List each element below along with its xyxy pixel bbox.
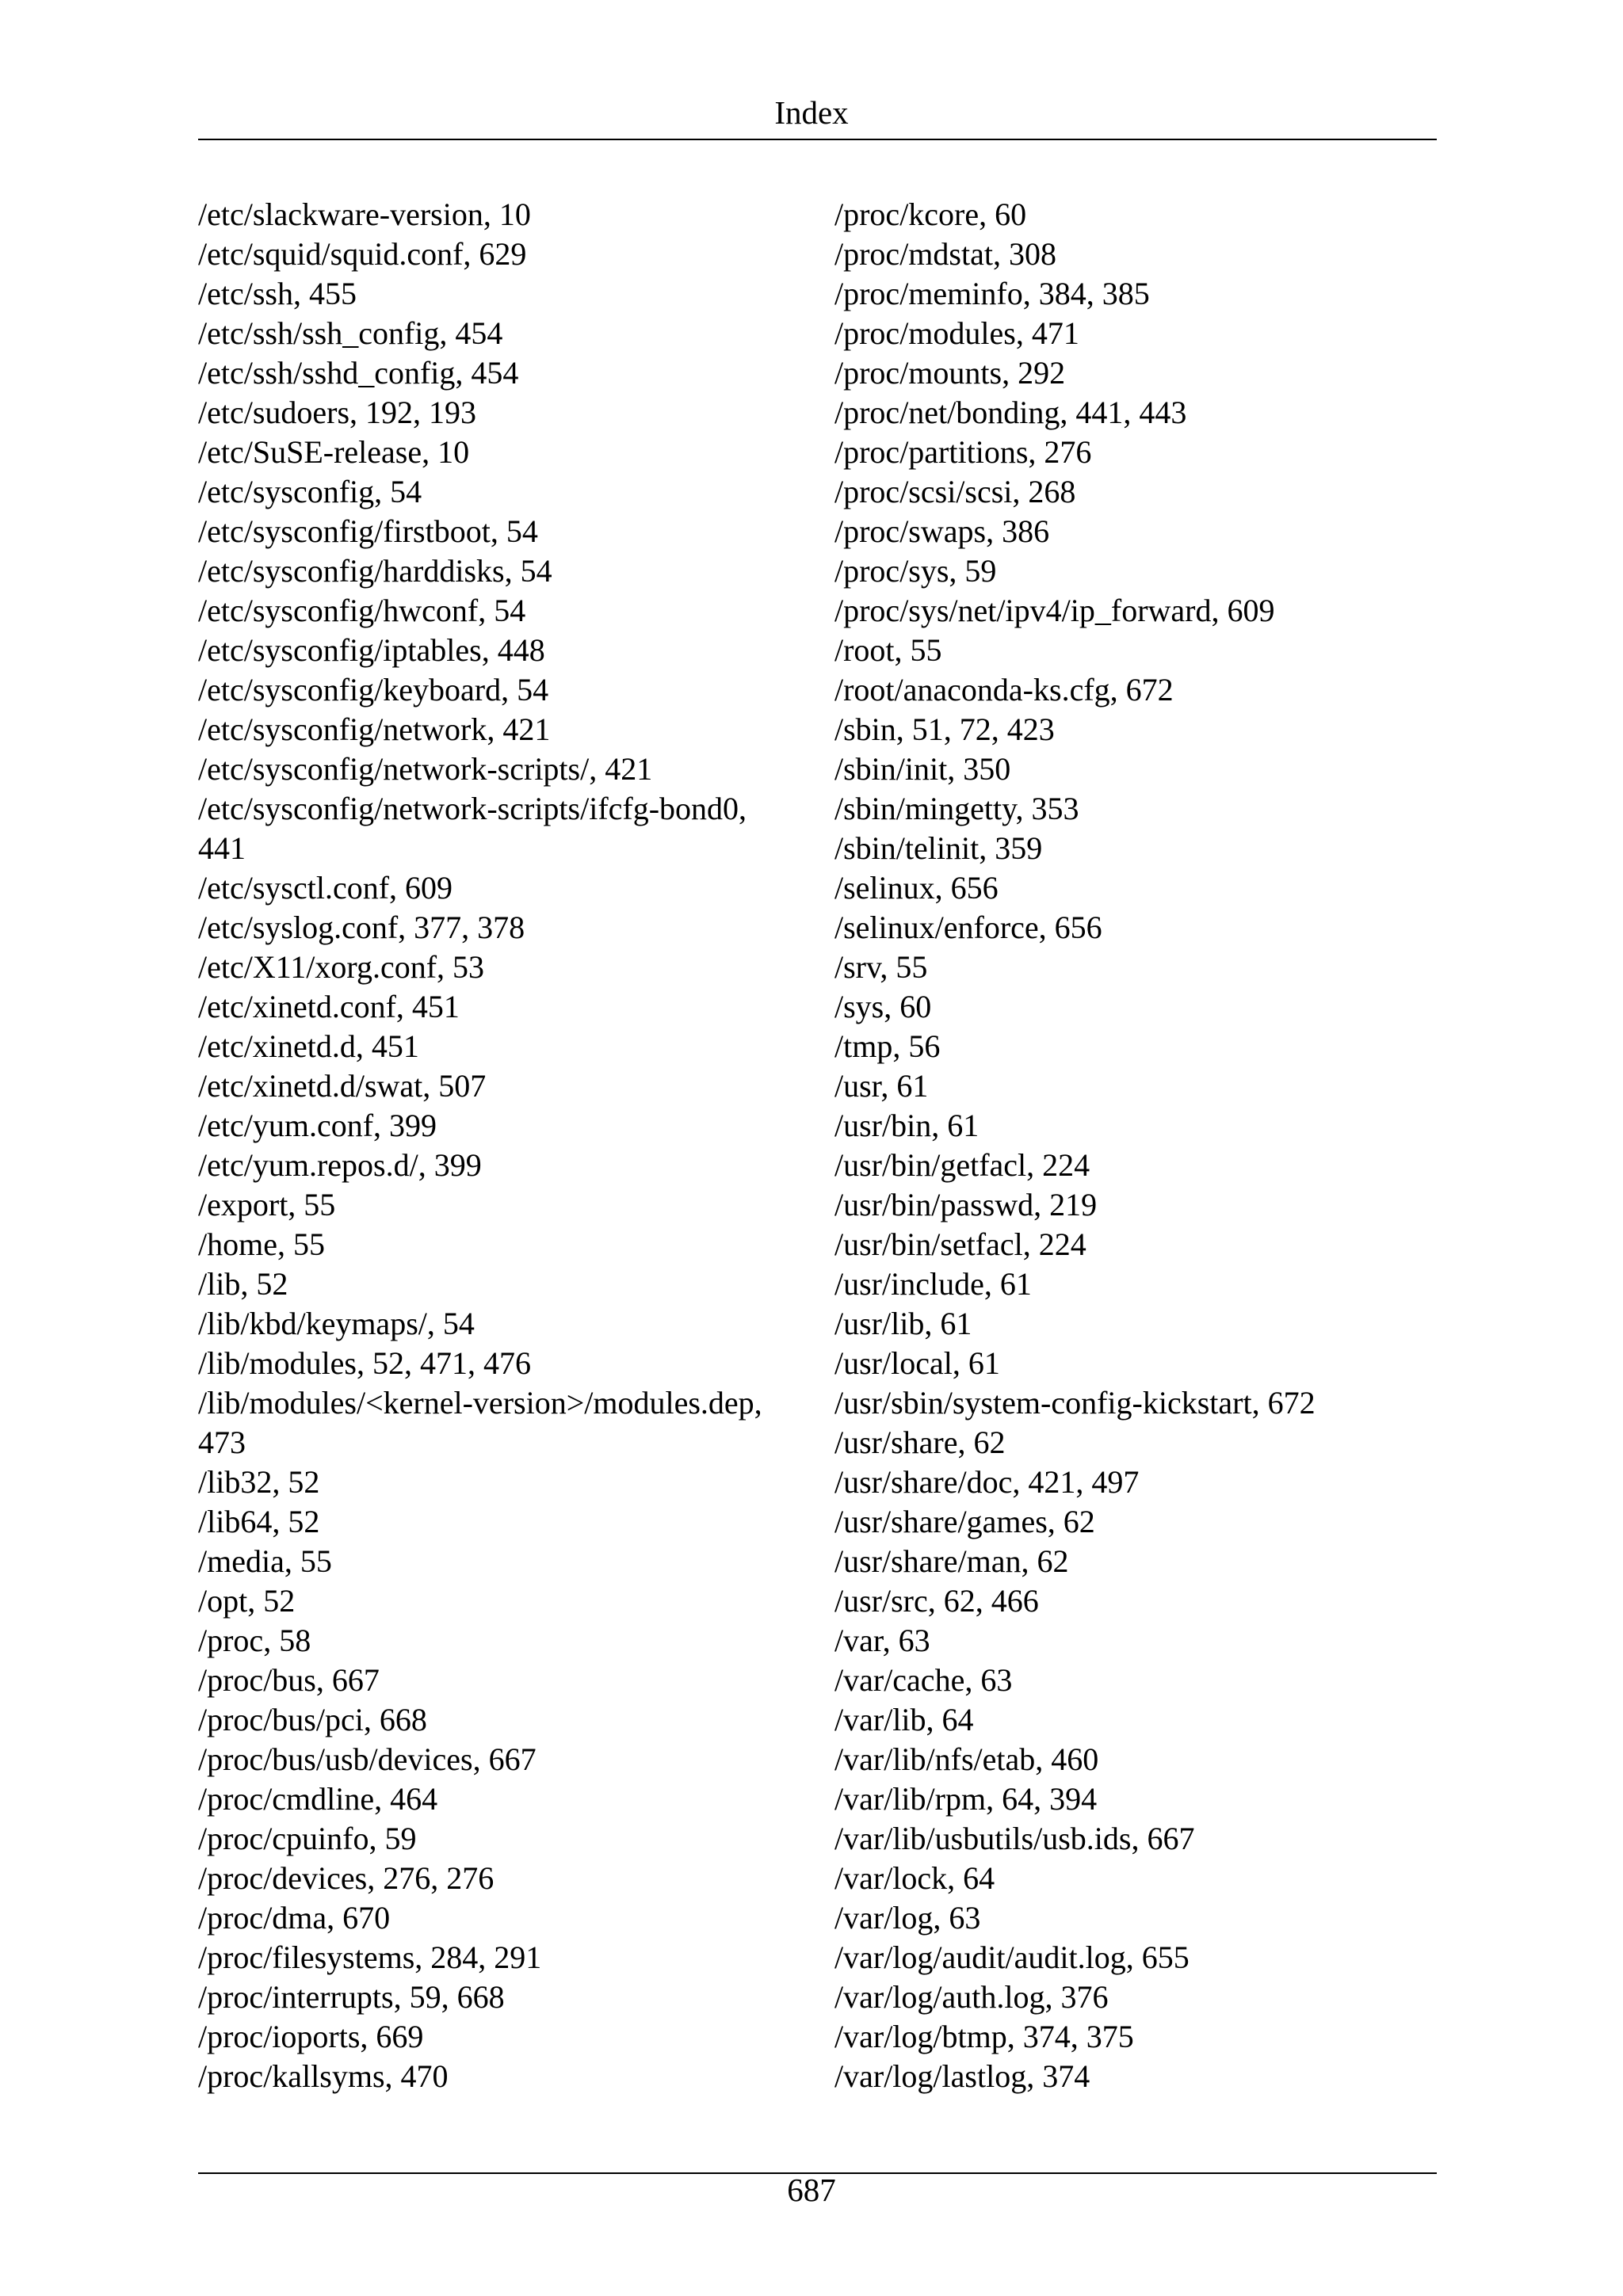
index-entry: /var/log/btmp, 374, 375 <box>834 2019 1134 2054</box>
index-entry: /proc/scsi/scsi, 268 <box>834 474 1076 509</box>
index-entry: /etc/yum.repos.d/, 399 <box>198 1147 482 1183</box>
index-entry: /proc/sys, 59 <box>834 553 997 589</box>
index-entry: /etc/sysconfig/network, 421 <box>198 711 551 747</box>
index-entry: /opt, 52 <box>198 1583 296 1619</box>
index-entry: /etc/X11/xorg.conf, 53 <box>198 949 485 985</box>
index-entry: /etc/sysconfig/firstboot, 54 <box>198 513 538 549</box>
index-entry: /var/lib, 64 <box>834 1702 974 1737</box>
index-entry: /usr/src, 62, 466 <box>834 1583 1039 1619</box>
index-entry: /proc/bus/pci, 668 <box>198 1702 427 1737</box>
index-column-left <box>198 195 800 2096</box>
index-entry: /proc/interrupts, 59, 668 <box>198 1979 505 2015</box>
index-entry: /proc/net/bonding, 441, 443 <box>834 395 1187 430</box>
index-entry: /var/lib/usbutils/usb.ids, 667 <box>834 1821 1195 1856</box>
index-entry: /lib/kbd/keymaps/, 54 <box>198 1306 475 1341</box>
index-entry: /proc/ioports, 669 <box>198 2019 424 2054</box>
index-entry: /etc/sysconfig/network-scripts/ifcfg-bond0, <box>198 791 747 826</box>
index-entry: /var, 63 <box>834 1623 930 1658</box>
index-entry: /var/lib/rpm, 64, 394 <box>834 1781 1098 1817</box>
index-entry: /etc/squid/squid.conf, 629 <box>198 236 527 272</box>
index-entry: /selinux, 656 <box>834 870 999 906</box>
index-entry: /usr/share/man, 62 <box>834 1543 1069 1579</box>
index-entry: /etc/yum.conf, 399 <box>198 1108 437 1143</box>
index-entry: /var/log/lastlog, 374 <box>834 2058 1090 2094</box>
index-entry: /etc/ssh/sshd_config, 454 <box>198 355 519 391</box>
index-entry: /selinux/enforce, 656 <box>834 910 1102 945</box>
index-entry: /etc/sysconfig/hwconf, 54 <box>198 593 526 628</box>
index-entry: /var/log/audit/audit.log, 655 <box>834 1939 1190 1975</box>
index-entry: /etc/sysconfig/iptables, 448 <box>198 632 545 668</box>
index-entry: /usr/share/games, 62 <box>834 1504 1095 1539</box>
index-entry: /usr/lib, 61 <box>834 1306 972 1341</box>
index-entry: /usr/share, 62 <box>834 1425 1006 1460</box>
index-entry: /lib/modules/<kernel-version>/modules.dep, <box>198 1385 762 1421</box>
index-entry: /etc/sysctl.conf, 609 <box>198 870 453 906</box>
index-entry: /proc/kallsyms, 470 <box>198 2058 449 2094</box>
index-entry: /usr/bin, 61 <box>834 1108 980 1143</box>
index-entry: /etc/syslog.conf, 377, 378 <box>198 910 525 945</box>
index-entry: /proc/mdstat, 308 <box>834 236 1056 272</box>
index-entry: /etc/SuSE-release, 10 <box>198 434 470 470</box>
index-entry: /media, 55 <box>198 1543 332 1579</box>
index-entry: /sbin/mingetty, 353 <box>834 791 1079 826</box>
index-entry: /usr/bin/passwd, 219 <box>834 1187 1098 1222</box>
index-entry: /tmp, 56 <box>834 1028 941 1064</box>
index-entry: /root, 55 <box>834 632 942 668</box>
index-entry: /proc/sys/net/ipv4/ip_forward, 609 <box>834 593 1275 628</box>
index-entry: /var/log, 63 <box>834 1900 981 1936</box>
index-entry: /root/anaconda-ks.cfg, 672 <box>834 672 1174 707</box>
index-entry: /proc/devices, 276, 276 <box>198 1860 495 1896</box>
index-entry: /sbin/telinit, 359 <box>834 830 1043 866</box>
index-entry: /usr, 61 <box>834 1068 929 1104</box>
index-entry: /var/log/auth.log, 376 <box>834 1979 1109 2015</box>
index-entry: /home, 55 <box>198 1226 325 1262</box>
index-entry: /usr/bin/setfacl, 224 <box>834 1226 1086 1262</box>
index-entry: /lib, 52 <box>198 1266 288 1302</box>
index-entry: /proc/kcore, 60 <box>834 196 1027 232</box>
index-entry: /lib/modules, 52, 471, 476 <box>198 1345 531 1381</box>
index-entry: /etc/sysconfig/network-scripts/, 421 <box>198 751 653 787</box>
index-entry: /proc/swaps, 386 <box>834 513 1050 549</box>
index-entry: /proc, 58 <box>198 1623 311 1658</box>
index-entry: 473 <box>198 1425 246 1460</box>
index-entry: 441 <box>198 830 246 866</box>
index-entry: /etc/ssh, 455 <box>198 276 357 311</box>
index-entry: /usr/sbin/system-config-kickstart, 672 <box>834 1385 1316 1421</box>
index-entry: /lib64, 52 <box>198 1504 320 1539</box>
index-entry: /usr/include, 61 <box>834 1266 1032 1302</box>
index-entry: /export, 55 <box>198 1187 336 1222</box>
index-entry: /etc/sysconfig/harddisks, 54 <box>198 553 552 589</box>
index-entry: /srv, 55 <box>834 949 928 985</box>
index-entry: /proc/filesystems, 284, 291 <box>198 1939 542 1975</box>
index-entry: /usr/bin/getfacl, 224 <box>834 1147 1090 1183</box>
index-entry: /etc/sysconfig, 54 <box>198 474 422 509</box>
index-entry: /proc/bus, 667 <box>198 1662 380 1698</box>
index-entry: /etc/xinetd.d/swat, 507 <box>198 1068 487 1104</box>
index-entry: /proc/partitions, 276 <box>834 434 1092 470</box>
index-entry: /usr/share/doc, 421, 497 <box>834 1464 1140 1500</box>
index-column-right <box>834 195 1461 2096</box>
index-entry: /var/cache, 63 <box>834 1662 1013 1698</box>
index-entry: /lib32, 52 <box>198 1464 320 1500</box>
index-entry: /usr/local, 61 <box>834 1345 1000 1381</box>
index-entry: /proc/cpuinfo, 59 <box>198 1821 417 1856</box>
index-entry: /etc/xinetd.conf, 451 <box>198 989 460 1024</box>
index-entry: /proc/modules, 471 <box>834 315 1079 351</box>
page-header-title: Index <box>774 94 849 131</box>
index-entry: /proc/mounts, 292 <box>834 355 1066 391</box>
index-entry: /etc/xinetd.d, 451 <box>198 1028 419 1064</box>
index-entry: /etc/ssh/ssh_config, 454 <box>198 315 503 351</box>
index-entry: /proc/bus/usb/devices, 667 <box>198 1741 537 1777</box>
index-entry: /proc/meminfo, 384, 385 <box>834 276 1150 311</box>
index-entry: /var/lock, 64 <box>834 1860 995 1896</box>
index-entry: /sys, 60 <box>834 989 932 1024</box>
index-entry: /proc/dma, 670 <box>198 1900 391 1936</box>
index-entry: /sbin, 51, 72, 423 <box>834 711 1055 747</box>
index-entry: /etc/slackware-version, 10 <box>198 196 531 232</box>
header-rule <box>198 139 1437 140</box>
index-entry: /proc/cmdline, 464 <box>198 1781 438 1817</box>
index-entry: /var/lib/nfs/etab, 460 <box>834 1741 1099 1777</box>
index-entry: /etc/sysconfig/keyboard, 54 <box>198 672 549 707</box>
index-entry: /etc/sudoers, 192, 193 <box>198 395 477 430</box>
index-entry: /sbin/init, 350 <box>834 751 1011 787</box>
page-number: 687 <box>787 2172 836 2208</box>
